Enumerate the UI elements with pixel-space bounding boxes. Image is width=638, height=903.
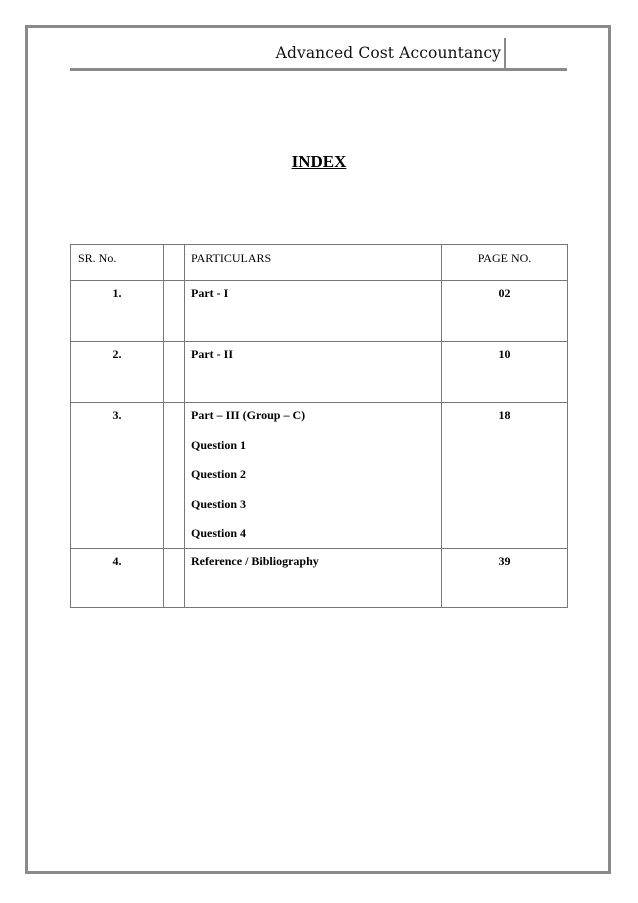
particulars-cell [185, 403, 442, 549]
particulars-line: Part – III (Group – C) [191, 408, 306, 422]
particulars-cell [185, 281, 442, 342]
table-row [71, 342, 568, 403]
spacer-cell [164, 281, 185, 342]
particulars-line: Part - I [191, 286, 229, 300]
header-particulars: PARTICULARS [185, 245, 442, 281]
table-header-row [71, 245, 568, 281]
spacer-cell [164, 403, 185, 549]
sr-no-cell: 4. [71, 549, 164, 608]
sr-no-cell: 1. [71, 281, 164, 342]
particulars-line: Question 4 [191, 526, 247, 540]
particulars-cell [185, 549, 442, 608]
particulars-line: Reference / Bibliography [191, 554, 319, 568]
table-row [71, 281, 568, 342]
page-no-cell: 10 [442, 342, 568, 403]
spacer-cell [164, 245, 185, 281]
spacer-cell [164, 342, 185, 403]
spacer-cell [164, 549, 185, 608]
running-header [70, 38, 567, 71]
particulars-line: Question 2 [191, 467, 247, 481]
index-title: INDEX [291, 152, 347, 171]
header-sr-no: SR. No. [71, 245, 164, 281]
sr-no-cell: 3. [71, 403, 164, 549]
header-page-no: PAGE NO. [442, 245, 568, 281]
table-row [71, 403, 568, 549]
particulars-line: Question 1 [191, 437, 247, 452]
sr-no-cell: 2. [71, 342, 164, 403]
table-row [71, 549, 568, 608]
particulars-line: Question 3 [191, 496, 247, 511]
index-table [70, 244, 568, 608]
page-no-cell: 02 [442, 281, 568, 342]
page-no-cell: 18 [442, 403, 568, 549]
page-no-cell: 39 [442, 549, 568, 608]
header-separator [504, 38, 506, 71]
particulars-cell [185, 342, 442, 403]
particulars-line: Part - II [191, 347, 233, 361]
header-title: Advanced Cost Accountancy [275, 44, 501, 62]
